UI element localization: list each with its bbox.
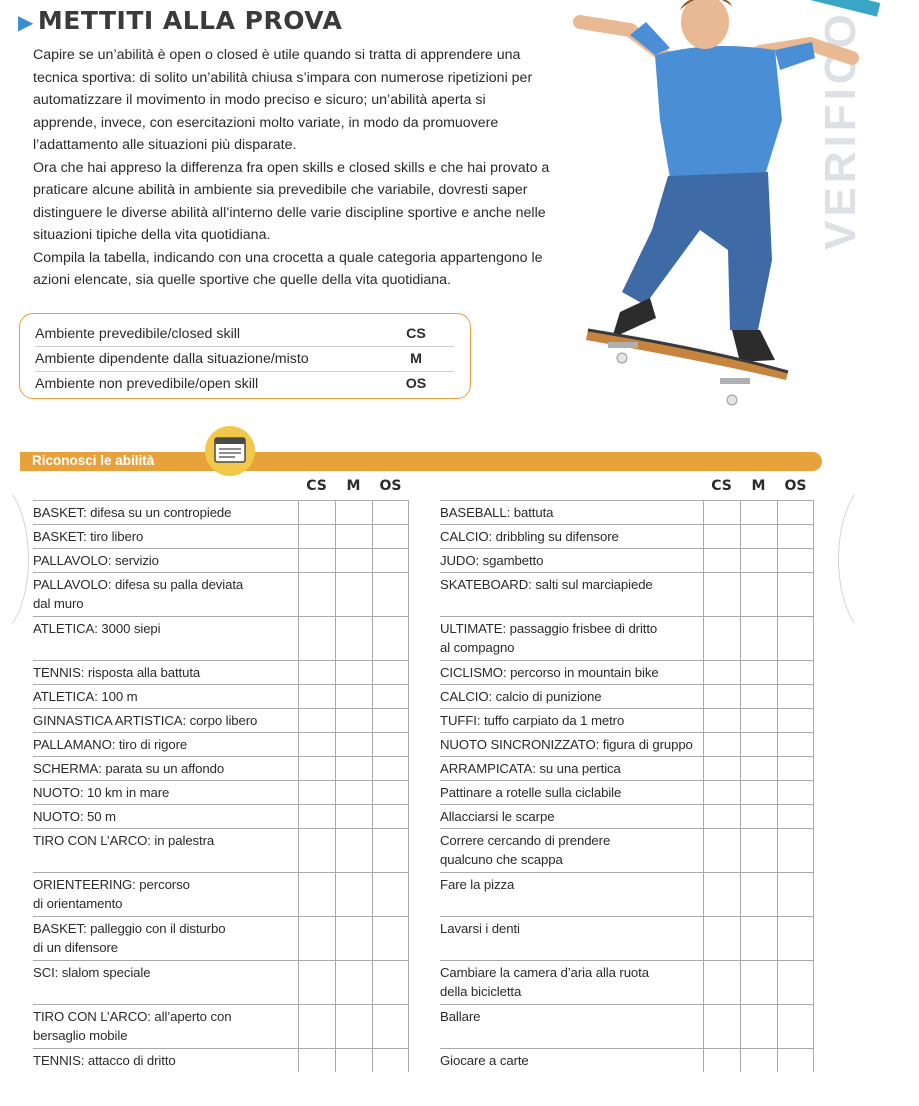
checkbox-cell-os[interactable] bbox=[777, 873, 814, 916]
checkbox-cell-cs[interactable] bbox=[703, 873, 740, 916]
checkbox-cell-cs[interactable] bbox=[703, 709, 740, 732]
checkbox-cell-os[interactable] bbox=[372, 1005, 409, 1048]
table-row bbox=[33, 1048, 409, 1072]
checkbox-cell-m[interactable] bbox=[740, 873, 777, 916]
checkbox-cell-os[interactable] bbox=[372, 733, 409, 756]
checkbox-cell-m[interactable] bbox=[740, 917, 777, 960]
legend-row-cs bbox=[35, 322, 454, 347]
table-row bbox=[33, 1004, 409, 1048]
checkbox-cell-cs[interactable] bbox=[298, 781, 335, 804]
checkbox-cell-cs[interactable] bbox=[703, 661, 740, 684]
skill-label: Fare la pizza bbox=[440, 877, 515, 892]
legend-code: OS bbox=[405, 376, 427, 392]
checkbox-cell-m[interactable] bbox=[335, 1005, 372, 1048]
checkbox-cell-cs[interactable] bbox=[298, 573, 335, 616]
checkbox-cell-m[interactable] bbox=[335, 617, 372, 660]
table-rows-right bbox=[440, 500, 814, 1072]
table-row bbox=[33, 732, 409, 756]
skill-label: ATLETICA: 100 m bbox=[33, 689, 138, 704]
checkbox-cell-cs[interactable] bbox=[298, 709, 335, 732]
checkbox-cell-os[interactable] bbox=[372, 829, 409, 872]
checkbox-cell-m[interactable] bbox=[740, 805, 777, 828]
checkbox-cell-os[interactable] bbox=[372, 525, 409, 548]
checkbox-cell-cs[interactable] bbox=[298, 805, 335, 828]
checkbox-cell-os[interactable] bbox=[372, 685, 409, 708]
skill-label: TENNIS: risposta alla battuta bbox=[33, 665, 201, 680]
skill-label: SCHERMA: parata su un affondo bbox=[33, 761, 225, 776]
checkbox-cell-cs[interactable] bbox=[703, 781, 740, 804]
checkbox-cell-os[interactable] bbox=[777, 1005, 814, 1048]
checkbox-cell-cs[interactable] bbox=[298, 829, 335, 872]
skill-label: Giocare a carte bbox=[440, 1053, 529, 1068]
table-row bbox=[33, 804, 409, 828]
table-row bbox=[33, 756, 409, 780]
checkbox-cell-m[interactable] bbox=[335, 549, 372, 572]
checkbox-cell-os[interactable] bbox=[777, 917, 814, 960]
intro-paragraph-3: Compila la tabella, indicando con una crocetta a quale categoria appartengono le azioni elencate, sia quelle sportive che quelle della vita quotidiana. bbox=[33, 249, 543, 288]
checkbox-cell-cs[interactable] bbox=[703, 917, 740, 960]
checkbox-cell-m[interactable] bbox=[335, 573, 372, 616]
header-cs: CS bbox=[711, 478, 732, 494]
checkbox-cell-cs[interactable] bbox=[298, 661, 335, 684]
skill-label: TENNIS: attacco di dritto bbox=[33, 1053, 176, 1068]
checkbox-cell-os[interactable] bbox=[372, 617, 409, 660]
table-row bbox=[33, 960, 409, 1004]
checkbox-cell-m[interactable] bbox=[740, 1049, 777, 1072]
legend-row-m bbox=[35, 347, 454, 372]
skateboarder-photo bbox=[560, 0, 860, 420]
checkbox-cell-cs[interactable] bbox=[703, 805, 740, 828]
checkbox-cell-m[interactable] bbox=[335, 917, 372, 960]
checkbox-cell-m[interactable] bbox=[740, 549, 777, 572]
checkbox-cell-m[interactable] bbox=[740, 685, 777, 708]
skill-label: BASKET: tiro libero bbox=[33, 529, 144, 544]
checkbox-cell-m[interactable] bbox=[740, 781, 777, 804]
checkbox-cell-cs[interactable] bbox=[703, 1005, 740, 1048]
table-row bbox=[440, 660, 814, 684]
checkbox-cell-m[interactable] bbox=[335, 733, 372, 756]
table-row bbox=[33, 684, 409, 708]
checkbox-cell-os[interactable] bbox=[777, 501, 814, 524]
checkbox-cell-cs[interactable] bbox=[298, 501, 335, 524]
checkbox-cell-os[interactable] bbox=[372, 549, 409, 572]
checkbox-cell-cs[interactable] bbox=[298, 549, 335, 572]
table-row bbox=[440, 732, 814, 756]
skill-label: ARRAMPICATA: su una pertica bbox=[440, 761, 621, 776]
checkbox-cell-os[interactable] bbox=[777, 781, 814, 804]
checkbox-cell-cs[interactable] bbox=[703, 617, 740, 660]
checkbox-cell-os[interactable] bbox=[777, 733, 814, 756]
checkbox-cell-cs[interactable] bbox=[298, 917, 335, 960]
skill-label: TIRO CON L’ARCO: all’aperto con bersaglio mobile bbox=[33, 1009, 232, 1043]
checkbox-cell-m[interactable] bbox=[740, 709, 777, 732]
checkbox-cell-m[interactable] bbox=[335, 873, 372, 916]
checkbox-cell-os[interactable] bbox=[777, 525, 814, 548]
table-row bbox=[440, 780, 814, 804]
checkbox-cell-os[interactable] bbox=[777, 961, 814, 1004]
checkbox-cell-os[interactable] bbox=[372, 961, 409, 1004]
checkbox-cell-cs[interactable] bbox=[703, 757, 740, 780]
table-row bbox=[33, 548, 409, 572]
skill-label: ATLETICA: 3000 siepi bbox=[33, 621, 161, 636]
skill-label: TIRO CON L’ARCO: in palestra bbox=[33, 833, 215, 848]
table-row bbox=[440, 708, 814, 732]
checkbox-cell-m[interactable] bbox=[740, 525, 777, 548]
checkbox-cell-m[interactable] bbox=[335, 525, 372, 548]
notepad-icon bbox=[203, 425, 257, 477]
table-row bbox=[440, 1048, 814, 1072]
table-row bbox=[33, 616, 409, 660]
skill-label: NUOTO: 10 km in mare bbox=[33, 785, 170, 800]
table-row bbox=[33, 780, 409, 804]
intro-text bbox=[33, 44, 553, 292]
table-row bbox=[33, 708, 409, 732]
header-os: OS bbox=[784, 478, 807, 494]
skill-label: CALCIO: dribbling su difensore bbox=[440, 529, 619, 544]
table-row bbox=[33, 524, 409, 548]
page-title bbox=[18, 6, 342, 35]
table-row bbox=[440, 828, 814, 872]
checkbox-cell-os[interactable] bbox=[777, 829, 814, 872]
legend-box bbox=[19, 313, 471, 399]
checkbox-cell-os[interactable] bbox=[372, 501, 409, 524]
checkbox-cell-cs[interactable] bbox=[703, 501, 740, 524]
checkbox-cell-cs[interactable] bbox=[298, 733, 335, 756]
checkbox-cell-m[interactable] bbox=[740, 573, 777, 616]
skill-label: Lavarsi i denti bbox=[440, 921, 520, 936]
checkbox-cell-cs[interactable] bbox=[703, 1049, 740, 1072]
checkbox-cell-m[interactable] bbox=[740, 661, 777, 684]
checkbox-cell-cs[interactable] bbox=[703, 573, 740, 616]
header-m: M bbox=[751, 478, 766, 494]
header-cs: CS bbox=[306, 478, 327, 494]
checkbox-cell-os[interactable] bbox=[372, 661, 409, 684]
legend-row-os bbox=[35, 372, 454, 396]
side-label-verifico: VERIFICO bbox=[816, 10, 865, 250]
intro-paragraph-1: Capire se un’abilità è open o closed è utile quando si tratta di apprendere una tecnica sportiva: di solito un’abilità chiusa s’impara con numerose ripetizioni per automatizzare il movimento in modo preciso e sicuro; un’abilità aperta si apprende, invece, con esercitazioni molto variate, in modo da promuovere l’adattamento alle situazioni più disparate. bbox=[33, 47, 533, 153]
checkbox-cell-os[interactable] bbox=[777, 1049, 814, 1072]
checkbox-cell-os[interactable] bbox=[372, 573, 409, 616]
skill-label: Ballare bbox=[440, 1009, 481, 1024]
checkbox-cell-m[interactable] bbox=[335, 781, 372, 804]
table-row bbox=[440, 616, 814, 660]
table-row bbox=[440, 804, 814, 828]
section-banner bbox=[20, 452, 822, 471]
checkbox-cell-cs[interactable] bbox=[298, 685, 335, 708]
skill-label: NUOTO SINCRONIZZATO: figura di gruppo bbox=[440, 737, 693, 752]
checkbox-cell-cs[interactable] bbox=[298, 757, 335, 780]
table-header bbox=[33, 472, 409, 500]
skill-label: CICLISMO: percorso in mountain bike bbox=[440, 665, 659, 680]
skill-label: JUDO: sgambetto bbox=[440, 553, 544, 568]
decorative-arc-left bbox=[0, 478, 29, 640]
table-row bbox=[33, 872, 409, 916]
decorative-arc-right bbox=[838, 478, 919, 640]
checkbox-cell-m[interactable] bbox=[335, 685, 372, 708]
checkbox-cell-os[interactable] bbox=[777, 549, 814, 572]
skill-label: BASKET: difesa su un contropiede bbox=[33, 505, 232, 520]
table-row bbox=[440, 756, 814, 780]
table-row bbox=[33, 828, 409, 872]
checkbox-cell-os[interactable] bbox=[777, 661, 814, 684]
checkbox-cell-os[interactable] bbox=[372, 805, 409, 828]
skill-label: SCI: slalom speciale bbox=[33, 965, 151, 980]
checkbox-cell-m[interactable] bbox=[740, 617, 777, 660]
checkbox-cell-cs[interactable] bbox=[703, 549, 740, 572]
checkbox-cell-m[interactable] bbox=[335, 757, 372, 780]
skill-label: ORIENTEERING: percorso di orientamento bbox=[33, 877, 190, 911]
table-row bbox=[440, 1004, 814, 1048]
page-title-text: METTITI ALLA PROVA bbox=[37, 6, 343, 35]
checkbox-cell-cs[interactable] bbox=[703, 829, 740, 872]
table-row bbox=[440, 572, 814, 616]
skills-table-left bbox=[33, 472, 409, 1072]
checkbox-cell-os[interactable] bbox=[372, 781, 409, 804]
checkbox-cell-os[interactable] bbox=[372, 1049, 409, 1072]
checkbox-cell-m[interactable] bbox=[335, 661, 372, 684]
checkbox-cell-os[interactable] bbox=[777, 685, 814, 708]
skills-table-right bbox=[440, 472, 814, 1072]
skill-label: GINNASTICA ARTISTICA: corpo libero bbox=[33, 713, 258, 728]
checkbox-cell-m[interactable] bbox=[740, 829, 777, 872]
checkbox-cell-m[interactable] bbox=[740, 501, 777, 524]
skill-label: Correre cercando di prendere qualcuno che scappa bbox=[440, 833, 611, 867]
checkbox-cell-os[interactable] bbox=[777, 617, 814, 660]
checkbox-cell-cs[interactable] bbox=[703, 733, 740, 756]
checkbox-cell-cs[interactable] bbox=[703, 961, 740, 1004]
legend-label: Ambiente dipendente dalla situazione/misto bbox=[35, 351, 309, 367]
checkbox-cell-m[interactable] bbox=[335, 961, 372, 1004]
skill-label: PALLAMANO: tiro di rigore bbox=[33, 737, 188, 752]
table-row bbox=[440, 500, 814, 524]
skill-label: TUFFI: tuffo carpiato da 1 metro bbox=[440, 713, 625, 728]
checkbox-cell-cs[interactable] bbox=[703, 525, 740, 548]
checkbox-cell-os[interactable] bbox=[777, 573, 814, 616]
checkbox-cell-m[interactable] bbox=[740, 757, 777, 780]
skill-label: ULTIMATE: passaggio frisbee di dritto al compagno bbox=[440, 621, 658, 655]
legend-code: CS bbox=[406, 326, 426, 342]
checkbox-cell-m[interactable] bbox=[335, 829, 372, 872]
checkbox-cell-cs[interactable] bbox=[298, 1049, 335, 1072]
table-row bbox=[440, 548, 814, 572]
header-m: M bbox=[346, 478, 361, 494]
checkbox-cell-os[interactable] bbox=[372, 873, 409, 916]
legend-label: Ambiente non prevedibile/open skill bbox=[35, 376, 259, 392]
skill-label: Cambiare la camera d’aria alla ruota della bicicletta bbox=[440, 965, 649, 999]
checkbox-cell-os[interactable] bbox=[372, 709, 409, 732]
skill-label: NUOTO: 50 m bbox=[33, 809, 116, 824]
table-row bbox=[33, 500, 409, 524]
legend-label: Ambiente prevedibile/closed skill bbox=[35, 326, 241, 342]
checkbox-cell-m[interactable] bbox=[335, 1049, 372, 1072]
skill-label: BASEBALL: battuta bbox=[440, 505, 554, 520]
checkbox-cell-cs[interactable] bbox=[298, 961, 335, 1004]
checkbox-cell-m[interactable] bbox=[740, 733, 777, 756]
checkbox-cell-os[interactable] bbox=[372, 917, 409, 960]
checkbox-cell-os[interactable] bbox=[777, 757, 814, 780]
checkbox-cell-cs[interactable] bbox=[298, 617, 335, 660]
table-row bbox=[440, 524, 814, 548]
checkbox-cell-cs[interactable] bbox=[298, 1005, 335, 1048]
checkbox-cell-m[interactable] bbox=[740, 1005, 777, 1048]
header-os: OS bbox=[379, 478, 402, 494]
table-row bbox=[440, 684, 814, 708]
checkbox-cell-cs[interactable] bbox=[298, 873, 335, 916]
table-row bbox=[33, 660, 409, 684]
section-title: Riconosci le abilità bbox=[32, 453, 155, 468]
skill-label: Pattinare a rotelle sulla ciclabile bbox=[440, 785, 622, 800]
checkbox-cell-cs[interactable] bbox=[703, 685, 740, 708]
skill-label: PALLAVOLO: servizio bbox=[33, 553, 159, 568]
table-rows-left bbox=[33, 500, 409, 1072]
checkbox-cell-m[interactable] bbox=[740, 961, 777, 1004]
skill-label: BASKET: palleggio con il disturbo di un difensore bbox=[33, 921, 226, 955]
checkbox-cell-os[interactable] bbox=[777, 709, 814, 732]
intro-paragraph-2: Ora che hai appreso la differenza fra open skills e closed skills e che hai provato a praticare alcune abilità in ambiente sia prevedibile che variabile, dovresti saper distinguere le diverse abilità all’interno delle varie discipline sportive e anche nelle situazioni tipiche della vita quotidiana. bbox=[33, 159, 550, 243]
checkbox-cell-cs[interactable] bbox=[298, 525, 335, 548]
table-header bbox=[440, 472, 814, 500]
table-row bbox=[440, 872, 814, 916]
table-row bbox=[440, 916, 814, 960]
checkbox-cell-os[interactable] bbox=[777, 805, 814, 828]
checkbox-cell-m[interactable] bbox=[335, 805, 372, 828]
table-row bbox=[33, 572, 409, 616]
play-arrow-icon: ▶ bbox=[18, 10, 34, 34]
checkbox-cell-m[interactable] bbox=[335, 501, 372, 524]
checkbox-cell-m[interactable] bbox=[335, 709, 372, 732]
skill-label: Allacciarsi le scarpe bbox=[440, 809, 555, 824]
checkbox-cell-os[interactable] bbox=[372, 757, 409, 780]
skill-label: SKATEBOARD: salti sul marciapiede bbox=[440, 577, 653, 592]
legend-code: M bbox=[410, 351, 422, 367]
table-row bbox=[440, 960, 814, 1004]
skill-label: PALLAVOLO: difesa su palla deviata dal muro bbox=[33, 577, 244, 611]
table-row bbox=[33, 916, 409, 960]
skill-label: CALCIO: calcio di punizione bbox=[440, 689, 602, 704]
